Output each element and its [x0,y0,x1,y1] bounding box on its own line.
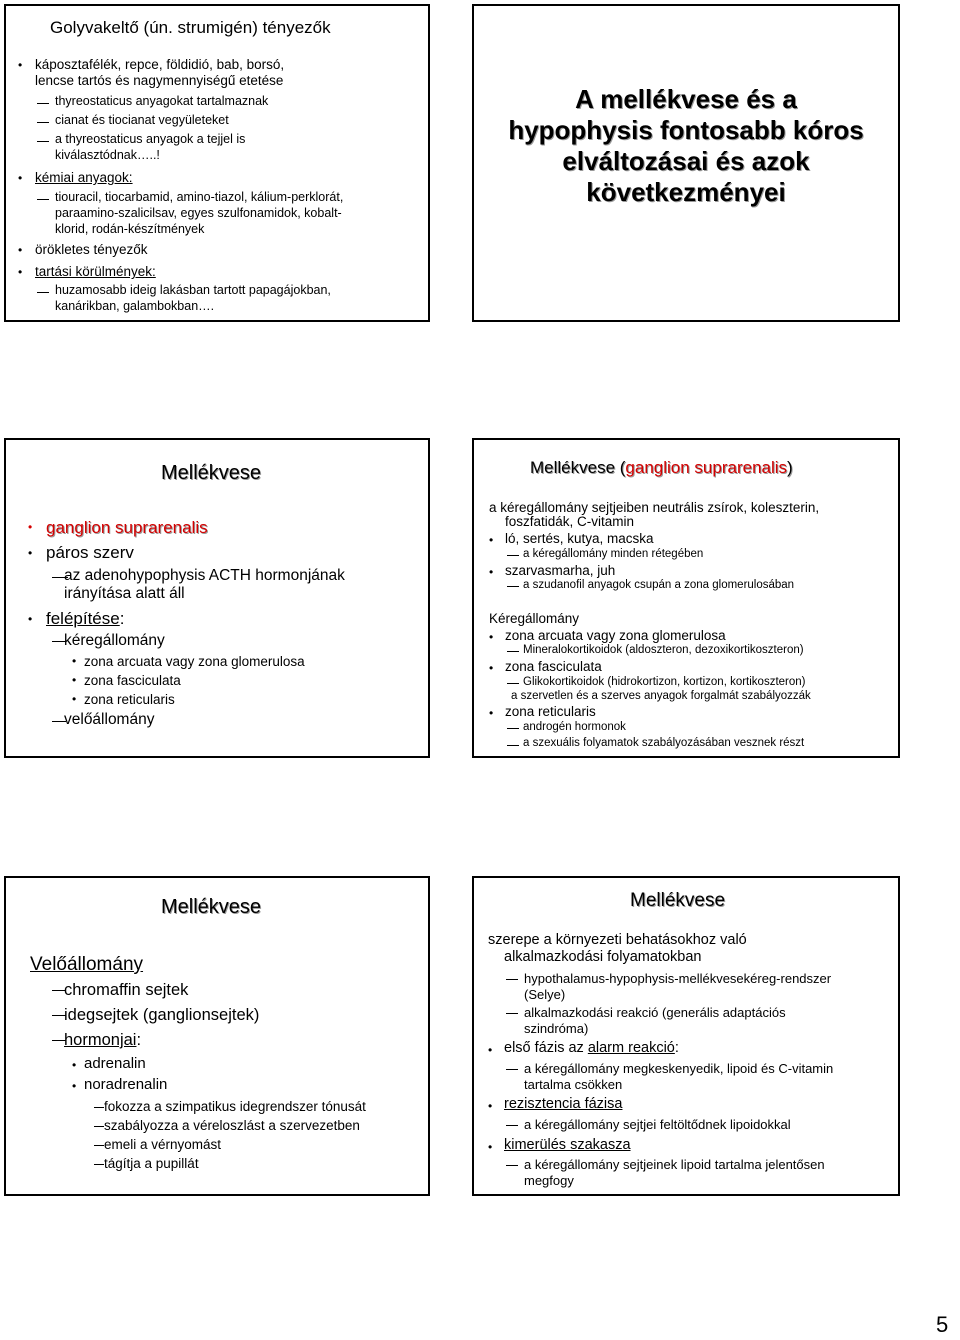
bullet-text: ló, sertés, kutya, macska [505,531,654,546]
sub-item: klorid, rodán-készítmények [55,222,205,236]
slide-adrenal-cortex [472,438,900,758]
bullet-text: első fázis az alarm reakció: [504,1040,679,1056]
detail-item: szabályozza a véreloszlást a szervezetben [104,1118,360,1133]
slide-title: Mellékvese (ganglion suprarenalis) [530,458,793,477]
sub-item: hormonjai: [64,1031,142,1049]
bullet-dot: • [72,1058,77,1072]
sub-item: alkalmazkodási reakció (generális adaptációs [524,1005,786,1020]
bullet-text: tartási körülmények: [35,264,156,279]
sub-sub-item: zona fasciculata [84,673,181,688]
dash-marker [506,1069,518,1070]
sub-item: Mineralokortikoidok (aldoszteron, dezoxikortikoszteron) [523,644,804,656]
dash-marker [37,199,49,200]
sub-item: velőállomány [64,711,155,728]
dash-marker [94,1164,104,1165]
bullet-dot: • [28,612,33,626]
bullet-dot: • [488,1043,493,1057]
dash-marker [37,141,49,142]
sub-item: megfogy [524,1173,574,1188]
sub-item: kanárikban, galambokban…. [55,299,215,313]
bullet-dot: • [489,565,494,579]
sub-item: a kéregállomány sejtjeinek lipoid tartalma jelentősen [524,1157,825,1172]
dash-marker [507,651,519,652]
bullet-dot: • [18,265,23,279]
sub-item: a szervetlen és a szerves anyagok forgalmát szabályozzák [511,690,811,702]
detail-item: tágítja a pupillát [104,1156,199,1171]
bullet-text: zona reticularis [505,704,596,719]
sub-item: cianat és tiocianat vegyületeket [55,113,229,127]
sub-item: a thyreostaticus anyagok a tejjel is [55,132,246,146]
sub-item: tartalma csökken [524,1077,623,1092]
detail-item: fokozza a szimpatikus idegrendszer tónusát [104,1099,366,1114]
bullet-text: szarvasmarha, juh [505,563,616,578]
title-line: A mellékvese és a [575,84,797,114]
sub-item: Glikokortikoidok (hidrokortizon, kortizon, kortikoszteron) [523,676,806,688]
title-line: hypophysis fontosabb kóros [508,115,864,145]
bullet-dot: • [28,520,33,534]
slide-title: Mellékvese [161,462,262,484]
sub-item: a szudanofil anyagok csupán a zona glomerulosában [523,579,795,591]
bullet-dot: • [488,1140,493,1154]
dash-marker [507,728,519,729]
sub-item: hypothalamus-hypophysis-mellékvesekéreg-rendszer [524,971,832,986]
dash-marker [507,683,519,684]
bullet-dot: • [18,58,23,72]
bullet-text: lencse tartós és nagymennyiségű etetése [35,73,284,88]
dash-marker [94,1107,104,1108]
page-number: 5 [936,1312,949,1337]
dash-marker [37,103,49,104]
sub-sub-item: zona reticularis [84,692,175,707]
dash-marker [507,555,519,556]
sub-item: kiválasztódnak…..! [55,148,160,162]
section-heading: Kéregállomány [489,611,580,626]
section-heading: Velőállomány [30,954,144,975]
dash-marker [506,1125,518,1126]
paragraph: alkalmazkodási folyamatokban [504,949,702,965]
paragraph: a kéregállomány sejtjeiben neutrális zsírok, koleszterin, [489,500,820,515]
dash-marker [507,745,519,746]
sub-item: szindróma) [524,1021,589,1036]
title-line: következményei [586,177,786,207]
bullet-dot: • [489,706,494,720]
bullet-dot: • [72,1079,77,1093]
bullet-dot: • [72,692,77,706]
bullet-dot: • [488,1099,493,1113]
sub-item: a kéregállomány minden rétegében [523,548,704,560]
bullet-dot: • [72,673,77,687]
sub-sub-item: noradrenalin [84,1076,168,1093]
bullet-dot: • [489,533,494,547]
dash-marker [94,1126,104,1127]
sub-item: a kéregállomány megkeskenyedik, lipoid és C-vitamin [524,1061,834,1076]
dash-marker [37,122,49,123]
dash-marker [507,586,519,587]
paragraph: foszfatidák, C-vitamin [505,514,635,529]
dash-marker [94,1145,104,1146]
bullet-dot: • [489,661,494,675]
bullet-text: zona arcuata vagy zona glomerulosa [505,628,726,643]
slide-adrenal-structure [4,438,430,758]
bullet-text: ganglion suprarenalis [46,518,208,537]
sub-sub-item: adrenalin [84,1055,146,1072]
slide-title: Golyvakeltő (ún. strumigén) tényezők [50,18,331,37]
sub-item: irányítása alatt áll [64,585,185,602]
bullet-text: kémiai anyagok: [35,170,133,185]
bullet-text: zona fasciculata [505,659,602,674]
sub-item: androgén hormonok [523,721,626,733]
bullet-dot: • [28,546,33,560]
sub-item: a szexuális folyamatok szabályozásában vesznek részt [523,737,805,749]
paragraph: szerepe a környezeti behatásokhoz való [488,932,747,948]
sub-item: tiouracil, tiocarbamid, amino-tiazol, kálium-perklorát, [55,190,344,204]
sub-item: az adenohypophysis ACTH hormonjának [64,567,345,584]
bullet-dot: • [489,630,494,644]
sub-sub-item: zona arcuata vagy zona glomerulosa [84,654,305,669]
slide-adaptation [472,876,900,1196]
sub-item: a kéregállomány sejtjei feltöltődnek lipoidokkal [524,1117,791,1132]
bullet-dot: • [18,243,23,257]
bullet-text: örökletes tényezők [35,242,148,257]
sub-item: thyreostaticus anyagokat tartalmaznak [55,94,269,108]
sub-item: huzamosabb ideig lakásban tartott papagájokban, [55,283,331,297]
dash-marker [506,979,518,980]
bullet-dot: • [72,654,77,668]
slide-title: Mellékvese [630,890,726,911]
sub-item: kéregállomány [64,632,165,649]
sub-item: idegsejtek (ganglionsejtek) [64,1006,260,1024]
dash-marker [37,292,49,293]
bullet-text: káposztafélék, repce, földidió, bab, borsó, [35,57,285,72]
bullet-text: rezisztencia fázisa [504,1096,623,1112]
sub-item: paraamino-szalicilsav, egyes szulfonamidok, kobalt- [55,206,342,220]
bullet-text: páros szerv [46,543,134,562]
sub-item: (Selye) [524,987,566,1002]
slide-section-title [472,4,900,322]
title-line: elváltozásai és azok [562,146,810,176]
slide-goiter-factors [4,4,430,322]
slide-title: Mellékvese [161,896,262,918]
bullet-text: felépítése: [46,609,125,628]
sub-item: chromaffin sejtek [64,981,189,999]
slide-adrenal-medulla [4,876,430,1196]
detail-item: emeli a vérnyomást [104,1137,222,1152]
bullet-text: kimerülés szakasza [504,1137,631,1153]
bullet-dot: • [18,171,23,185]
dash-marker [506,1013,518,1014]
dash-marker [506,1165,518,1166]
